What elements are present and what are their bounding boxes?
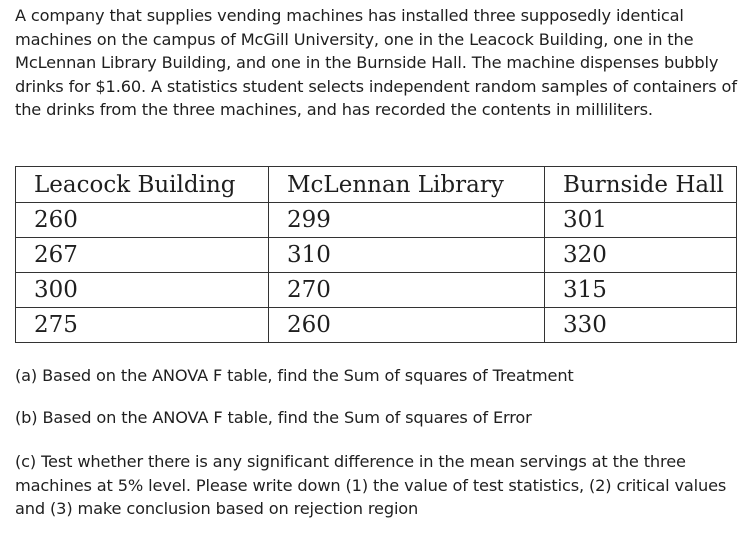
- table-cell: 330: [545, 308, 737, 343]
- table-cell: 270: [269, 273, 545, 308]
- table-cell: 300: [16, 273, 269, 308]
- table-cell: 267: [16, 238, 269, 273]
- table-cell: 260: [16, 203, 269, 238]
- question-b: (b) Based on the ANOVA F table, find the Sum of squares of Error: [15, 408, 532, 427]
- table-header-row: [16, 167, 737, 203]
- header-burnside: Burnside Hall: [545, 167, 737, 203]
- table-cell: 299: [269, 203, 545, 238]
- question-c: (c) Test whether there is any significant difference in the mean servings at the three machines at 5% level. Please write down (1) the value of test statistics, (2) critical values and (3) make conclusion based on rejection region: [15, 452, 727, 518]
- table-row: [16, 273, 737, 308]
- table-cell: 320: [545, 238, 737, 273]
- question-a: (a) Based on the ANOVA F table, find the Sum of squares of Treatment: [15, 366, 574, 385]
- header-leacock: Leacock Building: [16, 167, 269, 203]
- table-cell: 301: [545, 203, 737, 238]
- header-mclennan: McLennan Library: [269, 167, 545, 203]
- table-row: [16, 238, 737, 273]
- table-cell: 310: [269, 238, 545, 273]
- table-row: [16, 308, 737, 343]
- data-table: [15, 166, 737, 343]
- table-row: [16, 203, 737, 238]
- table-cell: 315: [545, 273, 737, 308]
- problem-intro: A company that supplies vending machines has installed three supposedly identical machines on the campus of McGill University, one in the Leacock Building, one in the McLennan Library Building, and one in the Burnside Hall. The machine dispenses bubbly drinks for $1.60. A statistics student selects independent random samples of containers of the drinks from the three machines, and has recorded the contents in milliliters.: [15, 6, 737, 119]
- table-cell: 260: [269, 308, 545, 343]
- table-cell: 275: [16, 308, 269, 343]
